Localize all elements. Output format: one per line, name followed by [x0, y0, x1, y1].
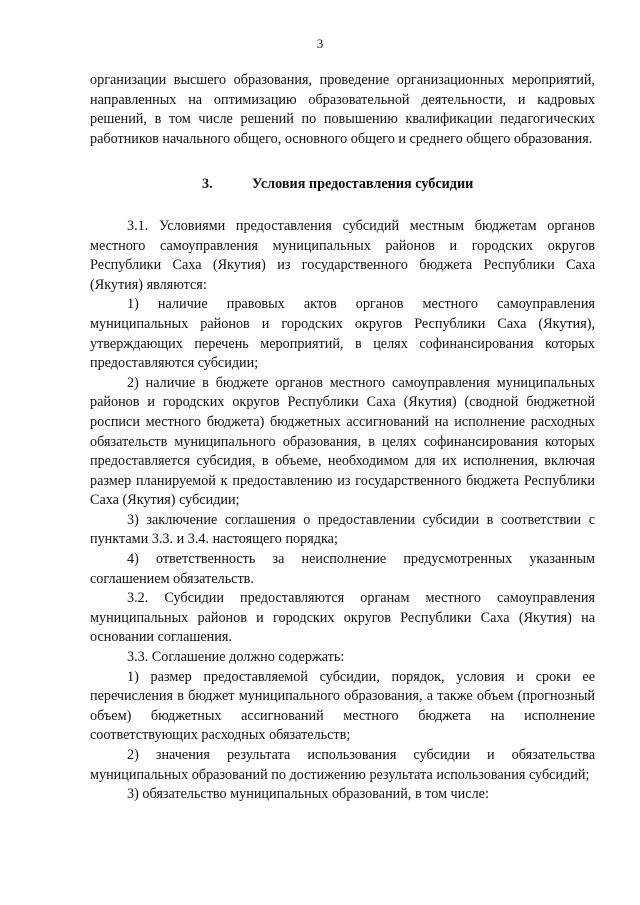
section-title: Условия предоставления субсидии: [252, 176, 474, 193]
paragraph-3-3: 3.3. Соглашение должно содержать:: [127, 649, 345, 666]
paragraph-3-1: 3.1. Условиями предоставления субсидий местным бюджетам органов местного самоуправления муниципальных районов и городских округов Республики Саха (Якутия) из государственного бюджета Республики Саха (Якутия) являются:: [90, 217, 595, 293]
list-item-1: 1) наличие правовых актов органов местного самоуправления муниципальных районов и городских округов Республики Саха (Якутия), утверждающих перечень мероприятий, в целях софинансирования которых предоставляются субсидии;: [90, 296, 595, 372]
list-item-4: 4) ответственность за неисполнение предусмотренных указанным соглашением обязательств.: [90, 551, 595, 587]
agreement-item-1: 1) размер предоставляемой субсидии, порядок, условия и сроки ее перечисления в бюджет муниципального образования, а также объем (прогнозный объем) бюджетных ассигнований местного бюджета на исполнение соответствующих расходных обязательств;: [90, 668, 595, 744]
paragraph-3-2: 3.2. Субсидии предоставляются органам местного самоуправления муниципальных районов и городских округов Республики Саха (Якутия) на основании соглашения.: [90, 590, 595, 646]
list-item-2: 2) наличие в бюджете органов местного самоуправления муниципальных районов и городских округов Республики Саха (Якутия) (сводной бюджетной росписи местного бюджета) бюджетных ассигнований на исполнение расходных обязательств муниципального образования, в целях софинансирования которых предоставляется субсидия, в объеме, необходимом для их исполнения, включая размер планируемой к предоставлению из государственного бюджета Республики Саха (Якутия) субсидии;: [90, 374, 595, 509]
agreement-item-2: 2) значения результата использования субсидии и обязательства муниципальных образований по достижению результата использования субсидий;: [90, 747, 595, 783]
agreement-item-3: 3) обязательство муниципальных образований, в том числе:: [127, 786, 489, 803]
list-item-3: 3) заключение соглашения о предоставлении субсидии в соответствии с пунктами 3.3. и 3.4. настоящего порядка;: [90, 511, 595, 548]
section-number: 3.: [202, 176, 213, 193]
document-body: [90, 71, 595, 805]
page-number: 3: [316, 36, 324, 51]
intro-paragraph: организации высшего образования, проведение организационных мероприятий, направленных на оптимизацию образовательной деятельности, и кадровых решений, в том числе решений по повышению квалификации педагогических работников начального общего, основного общего и среднего общего образования.: [90, 72, 595, 147]
section-heading: [90, 175, 595, 195]
